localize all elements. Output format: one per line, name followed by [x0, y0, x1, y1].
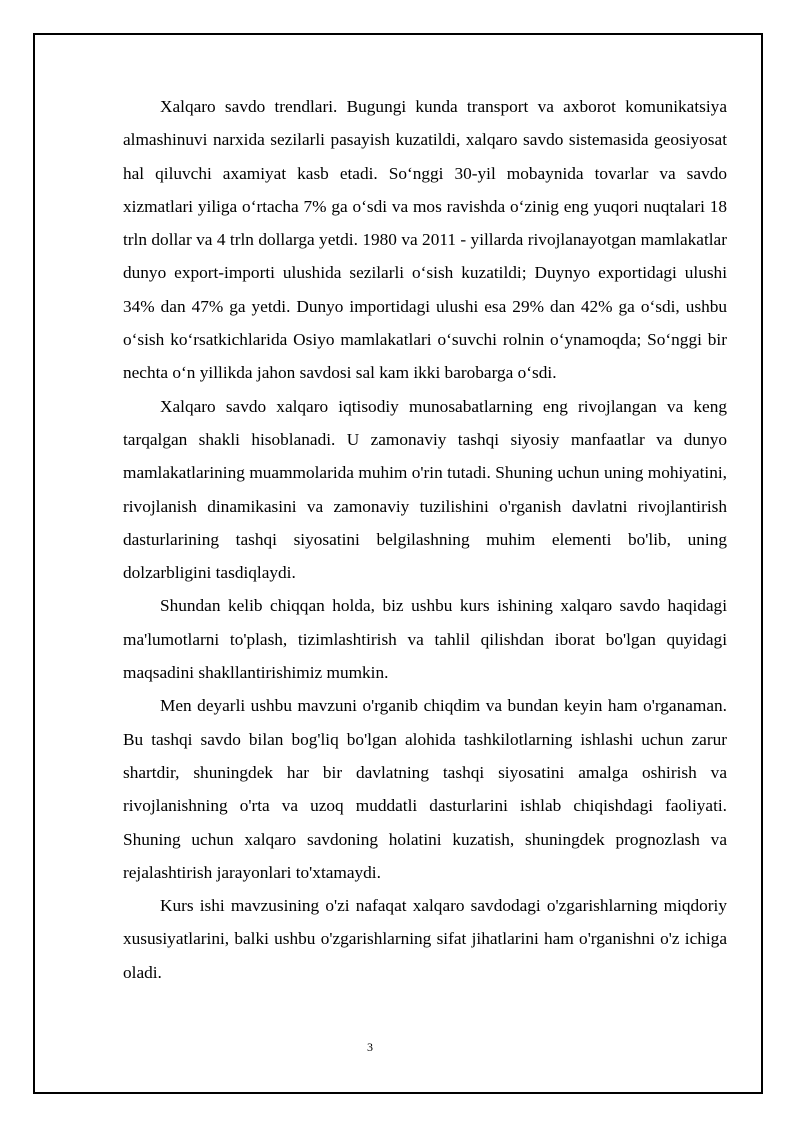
paragraph-study-topic: Men deyarli ushbu mavzuni o'rganib chiqdim va bundan keyin ham o'rganaman. Bu tashqi savdo bilan bog'liq bo'lgan alohida tashkilotlarning ishlashi uchun zarur shartdir, shuningdek har bir davlatning tashqi siyosatini amalga oshirish va rivojlanishning o'rta va uzoq muddatli dasturlarini ishlab chiqishdagi faoliyati. Shuning uchun xalqaro savdoning holatini kuzatish, shuningdek prognozlash va rejalashtirish jarayonlari to'xtamaydi. — [123, 696, 727, 882]
paragraph-course-goal: Shundan kelib chiqqan holda, biz ushbu kurs ishining xalqaro savdo haqidagi ma'lumotlarni to'plash, tizimlashtirish va tahlil qilishdan iborat bo'lgan quyidagi maqsadini shakllantirishimiz mumkin. — [123, 596, 727, 683]
document-body — [123, 90, 727, 989]
paragraph-trade-trends: Xalqaro savdo trendlari. Bugungi kunda transport va axborot komunikatsiya almashinuvi narxida sezilarli pasayish kuzatildi, xalqaro savdo sistemasida geosiyosat hal qiluvchi axamiyat kasb etadi. So‘nggi 30-yil mobaynida tovarlar va savdo xizmatlari yiliga o‘rtacha 7% ga o‘sdi va mos ravishda o‘zinig eng yuqori nuqtalari 18 trln dollar va 4 trln dollarga yetdi. 1980 va 2011 - yillarda rivojlanayotgan mamlakatlar dunyo export-importi ulushida sezilarli o‘sish kuzatildi; Duynyo exportidagi ulushi 34% dan 47% ga yetdi. Dunyo importidagi ulushi esa 29% dan 42% ga o‘sdi, ushbu o‘sish ko‘rsatkichlarida Osiyo mamlakatlari o‘suvchi rolnin o‘ynamoqda; So‘nggi bir nechta o‘n yillikda jahon savdosi sal kam ikki barobarga o‘sdi. — [123, 97, 727, 383]
page-number: 3 — [367, 1040, 373, 1054]
paragraph-international-trade: Xalqaro savdo xalqaro iqtisodiy munosabatlarning eng rivojlangan va keng tarqalgan shakli hisoblanadi. U zamonaviy tashqi siyosiy manfaatlar va dunyo mamlakatlarining muammolarida muhim o'rin tutadi. Shuning uchun uning mohiyatini, rivojlanish dinamikasini va zamonaviy tuzilishini o'rganish davlatni rivojlantirish dasturlarining tashqi siyosatini belgilashning muhim elementi bo'lib, uning dolzarbligini tasdiqlaydi. — [123, 396, 727, 583]
paragraph-course-scope: Kurs ishi mavzusining o'zi nafaqat xalqaro savdodagi o'zgarishlarning miqdoriy xususiyatlarini, balki ushbu o'zgarishlarning sifat jihatlarini ham o'rganishni o'z ichiga oladi. — [123, 896, 727, 982]
